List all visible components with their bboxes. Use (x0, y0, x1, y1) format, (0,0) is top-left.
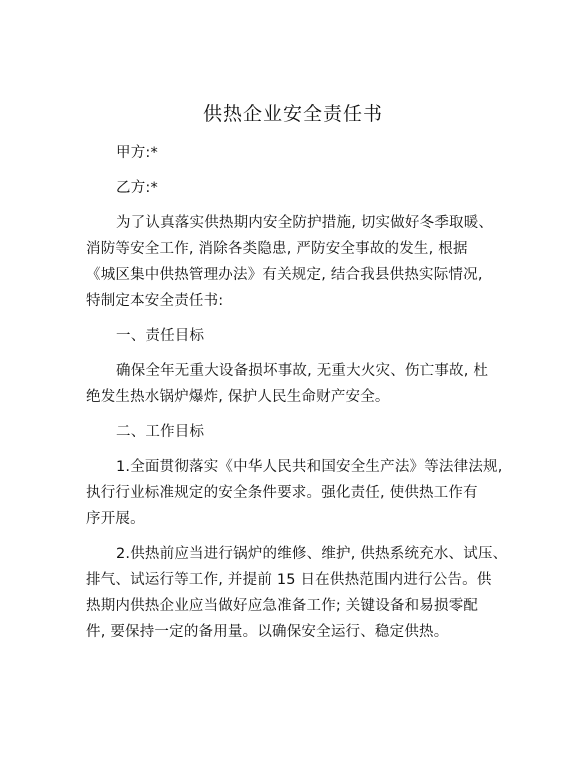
intro-line: 为了认真落实供热期内安全防护措施, 切实做好冬季取暖、 (116, 215, 494, 231)
item-2-line: 2.供热前应当进行锅炉的维修、维护, 供热系统充水、试压、 (116, 546, 508, 562)
item-2-line: 件, 要保持一定的备用量。以确保安全运行、稳定供热。 (86, 624, 449, 640)
item-1-paragraph (86, 454, 506, 532)
section-2-heading: 二、工作目标 (116, 424, 205, 440)
item-1-line: 1.全面贯彻落实《中华人民共和国安全生产法》等法律法规, (116, 459, 503, 475)
item-1-line: 序开展。 (86, 511, 145, 527)
intro-line: 《城区集中供热管理办法》有关规定, 结合我县供热实际情况, (86, 267, 483, 283)
party-a-line: 甲方:* (116, 145, 158, 161)
item-2-line: 热期内供热企业应当做好应急准备工作; 关键设备和易损零配 (86, 598, 479, 614)
party-b-line: 乙方:* (116, 180, 158, 196)
section-1-line: 确保全年无重大设备损坏事故, 无重大火灾、伤亡事故, 杜 (116, 363, 489, 379)
item-2-paragraph (86, 541, 506, 645)
item-1-line: 执行行业标准规定的安全条件要求。强化责任, 使供热工作有 (86, 485, 478, 501)
document-title: 供热企业安全责任书 (202, 103, 383, 125)
section-1-heading: 一、责任目标 (116, 328, 205, 344)
intro-line: 特制定本安全责任书: (86, 293, 224, 309)
item-2-line: 排气、试运行等工作, 并提前 15 日在供热范围内进行公告。供 (86, 572, 492, 588)
document-body (86, 140, 506, 645)
section-1-line: 绝发生热水锅炉爆炸, 保护人民生命财产安全。 (86, 389, 390, 405)
section-1-paragraph (86, 358, 506, 410)
intro-paragraph (86, 210, 506, 314)
intro-line: 消防等安全工作, 消除各类隐患, 严防安全事故的发生, 根据 (86, 241, 468, 257)
